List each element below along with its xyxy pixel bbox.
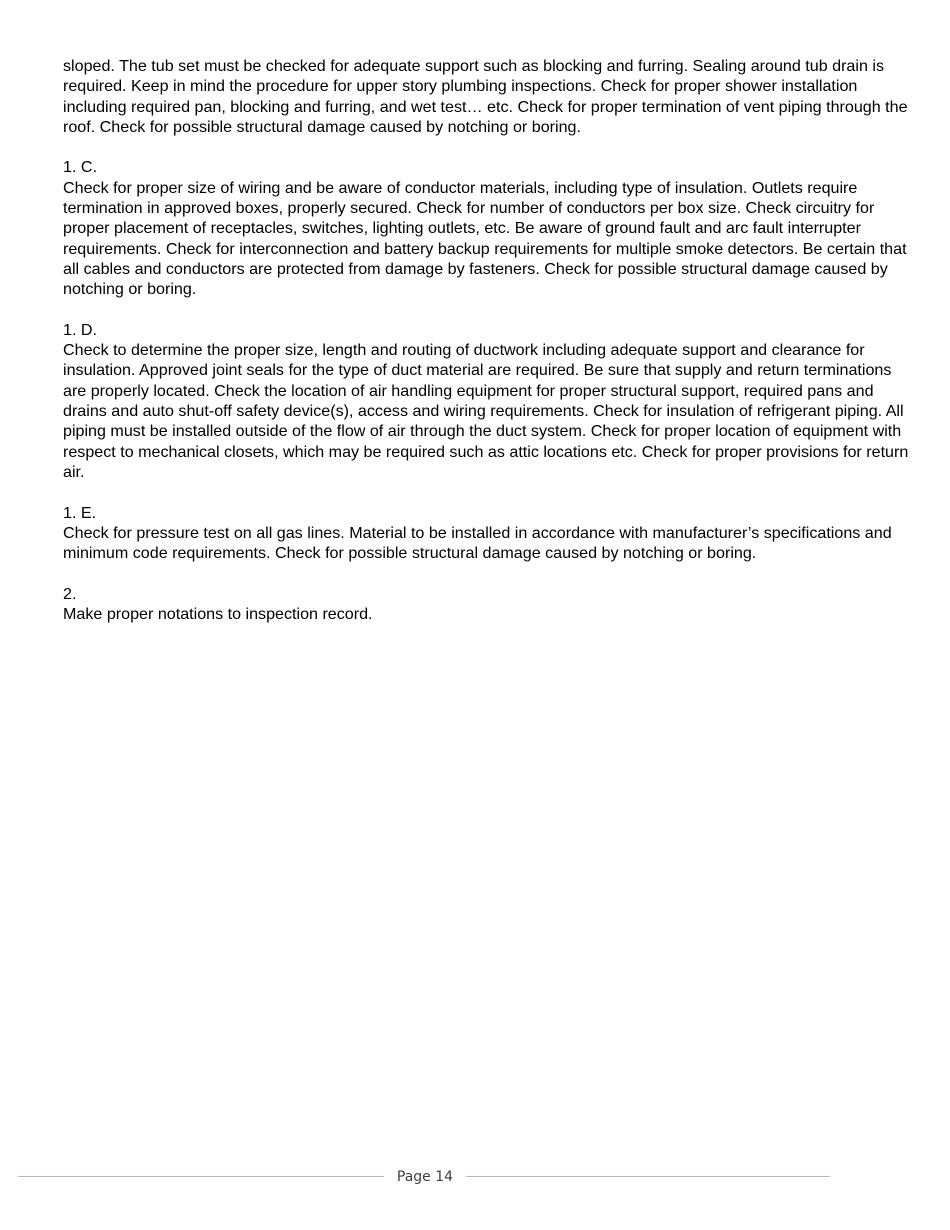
paragraph-text: sloped. The tub set must be checked for adequate support such as blocking and furring. Sealing around tub drain is required. Keep in mind the procedure for upper story plumbing inspections. Check for proper shower installation including required pan, blocking and furring, and wet test… etc. Check for proper termination of vent piping through the roof. Check for possible structural damage caused by notching or boring.	[63, 57, 908, 136]
paragraph-text: Check to determine the proper size, length and routing of ductwork including adequate support and clearance for insulation. Approved joint seals for the type of duct material are required. Be sure that supply and return terminations are properly located. Check the location of air handling equipment for proper structural support, required pans and drains and auto shut-off safety device(s), access and wiring requirements. Check for insulation of refrigerant piping. All piping must be installed outside of the flow of air through the duct system. Check for proper location of equipment with respect to mechanical closets, which may be required such as attic locations etc. Check for proper provisions for return air.	[63, 341, 909, 481]
section-2	[63, 584, 915, 625]
paragraph-text: Check for pressure test on all gas lines. Material to be installed in accordance with manufacturer’s specifications and minimum code requirements. Check for possible structural damage caused by notching or boring.	[63, 523, 892, 563]
section-heading: 1. C.	[63, 158, 97, 177]
section-heading: 1. D.	[63, 320, 97, 339]
page-footer	[0, 1166, 950, 1188]
page-number: Page 14	[396, 1169, 454, 1185]
footer-rule-left	[18, 1176, 384, 1177]
document-body	[63, 56, 915, 645]
section-1c	[63, 157, 915, 299]
section-1d	[63, 320, 915, 482]
section-heading: 1. E.	[63, 503, 97, 522]
section-heading: 2.	[63, 584, 77, 603]
paragraph-text: Make proper notations to inspection record.	[63, 605, 373, 624]
paragraph-text: Check for proper size of wiring and be aware of conductor materials, including type of insulation. Outlets require termination in approved boxes, properly secured. Check for number of conductors per box size. Check circuitry for proper placement of receptacles, switches, lighting outlets, etc. Be aware of ground fault and arc fault interrupter requirements. Check for interconnection and battery backup requirements for multiple smoke detectors. Be certain that all cables and conductors are protected from damage by fasteners. Check for possible structural damage caused by notching or boring.	[63, 178, 907, 299]
footer-rule-right	[466, 1176, 830, 1177]
continuation-paragraph	[63, 56, 915, 137]
section-1e	[63, 503, 915, 564]
